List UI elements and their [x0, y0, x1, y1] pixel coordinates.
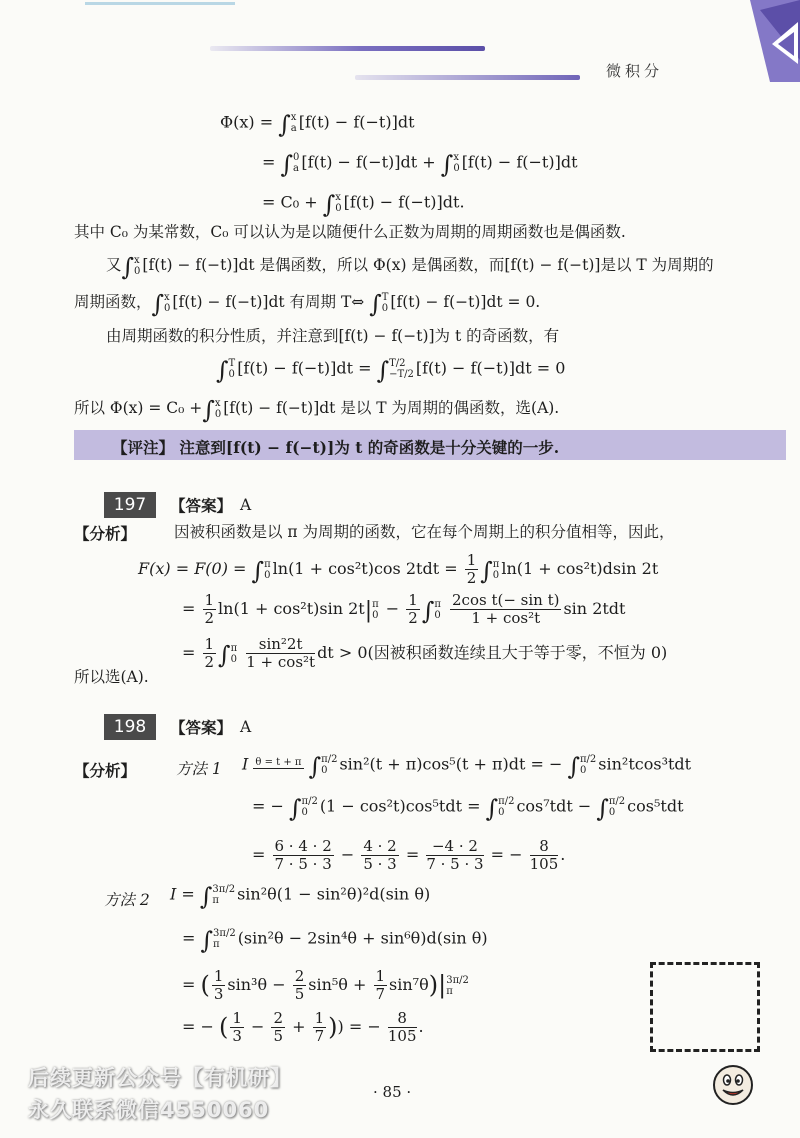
equation-line: = ( $\frac{1}{3}$ sin³θ − $\frac{2}{5}$ sin⁵θ + $\frac{1}{7}$ sin⁷θ)| 3π/2 π — [182, 967, 469, 1003]
text-line: 其中 C₀ 为某常数，C₀ 可以认为是以随便什么正数为周期的周期函数也是偶函数. — [74, 223, 626, 241]
equation-line: = ∫ 3π/2 π (sin²θ − 2sin⁴θ + sin⁶θ)d(sin θ) — [182, 926, 488, 955]
equation-line: = C₀ + ∫ x 0 [f(t) − f(−t)]dt. — [262, 190, 465, 219]
smiley-icon — [712, 1064, 754, 1106]
analysis-text: 因被积函数是以 π 为周期的函数，它在每个周期上的积分值相等，因此， — [174, 523, 675, 541]
header-bar — [210, 46, 485, 51]
method-label: 方法 1 — [176, 760, 222, 778]
conclusion-text: 所以选(A). — [74, 668, 149, 686]
text-line: 所以 Φ(x) = C₀ +∫ x 0 [f(t) − f(−t)]dt 是以 T 为周期的偶函数，选(A). — [74, 396, 560, 424]
page-number: · 85 · — [373, 1083, 412, 1101]
answer-label: 【答案】 — [170, 496, 233, 515]
equation-line: = − ∫ π/2 0 (1 − cos²t)cos⁵tdt = ∫ π/2 0 cos⁷tdt − ∫ π/2 0 cos⁵tdt — [252, 794, 684, 823]
equation-line: = ∫ 0 a [f(t) − f(−t)]dt + ∫ x 0 [f(t) − f(−t)]dt — [262, 150, 578, 179]
watermark-text: 后续更新公众号【有机研】 — [28, 1066, 292, 1090]
problem-number: 198 — [104, 714, 156, 740]
text-line: 又∫ x 0 [f(t) − f(−t)]dt 是偶函数，所以 Φ(x) 是偶函数，而[f(t) − f(−t)]是以 T 为周期的 — [106, 253, 714, 281]
equation-line: I = ∫ 3π/2 π sin²θ(1 − sin²θ)²d(sin θ) — [170, 882, 431, 911]
equation-line: Φ(x) = ∫ x a [f(t) − f(−t)]dt — [220, 110, 415, 139]
equation-line: ∫ T 0 [f(t) − f(−t)]dt = ∫ T/2 −T/2 [f(t) − f(−t)]dt = 0 — [216, 356, 566, 385]
watermark-text: 永久联系微信4550060 — [28, 1098, 270, 1122]
analysis-label: 【分析】 — [74, 761, 137, 780]
equation-line: F(x) = F(0) = ∫ π 0 ln(1 + cos²t)cos 2tdt = $\frac{1}{2}$ ∫ π 0 ln(1 + cos²t)dsin 2t — [138, 551, 659, 587]
header-bar — [355, 75, 580, 80]
equation-line: = $\frac{6 \cdot 4 \cdot 2}{7 \cdot 5 \cdot 3}$ − $\frac{4 \cdot 2}{5 \cdot 3}$ = $\frac{-4 \cdot 2}{7 \cdot 5 \cdot 3}$ = − $\frac{8}{105}$ . — [252, 837, 566, 873]
equation-line: = − ( $\frac{1}{3}$ − $\frac{2}{5}$ + $\frac{1}{7}$ )) = − $\frac{8}{105}$ . — [182, 1009, 424, 1045]
header-accent-line — [85, 2, 235, 5]
chapter-title: 微积分 — [606, 62, 664, 80]
answer-label: 【答案】 — [170, 718, 233, 737]
method-label: 方法 2 — [104, 891, 150, 909]
answer-value: A — [240, 496, 252, 514]
text-line: 由周期函数的积分性质，并注意到[f(t) − f(−t)]为 t 的奇函数，有 — [106, 327, 560, 345]
analysis-label: 【分析】 — [74, 524, 137, 543]
comment-text: 【评注】 注意到[f(t) − f(−t)]为 t 的奇函数是十分关键的一步. — [112, 438, 560, 457]
equation-line: = $\frac{1}{2}$ ∫ π 0 $\frac{\text{sin²2t}}{\text{1 + cos²t}}$ dt > 0(因被积函数连续且大于等于零，不恒为 0) — [182, 635, 668, 671]
note-box — [650, 962, 760, 1052]
equation-line: I θ = t + π ∫ π/2 0 sin²(t + π)cos⁵(t + π)dt = − ∫ π/2 0 sin²tcos³tdt — [242, 752, 692, 781]
answer-value: A — [240, 718, 252, 736]
equation-line: = $\frac{1}{2}$ ln(1 + cos²t)sin 2t| π 0 − $\frac{1}{2}$ ∫ π 0 $\frac{\text{2cos t(− sin t)}}{\text{1 + cos²t}}$ sin 2tdt — [182, 591, 626, 627]
problem-number: 197 — [104, 492, 156, 518]
text-line: 周期函数，∫ x 0 [f(t) − f(−t)]dt 有周期 T⇔ ∫ T 0 [f(t) − f(−t)]dt = 0. — [74, 290, 541, 318]
triangle-logo-icon — [720, 0, 800, 82]
